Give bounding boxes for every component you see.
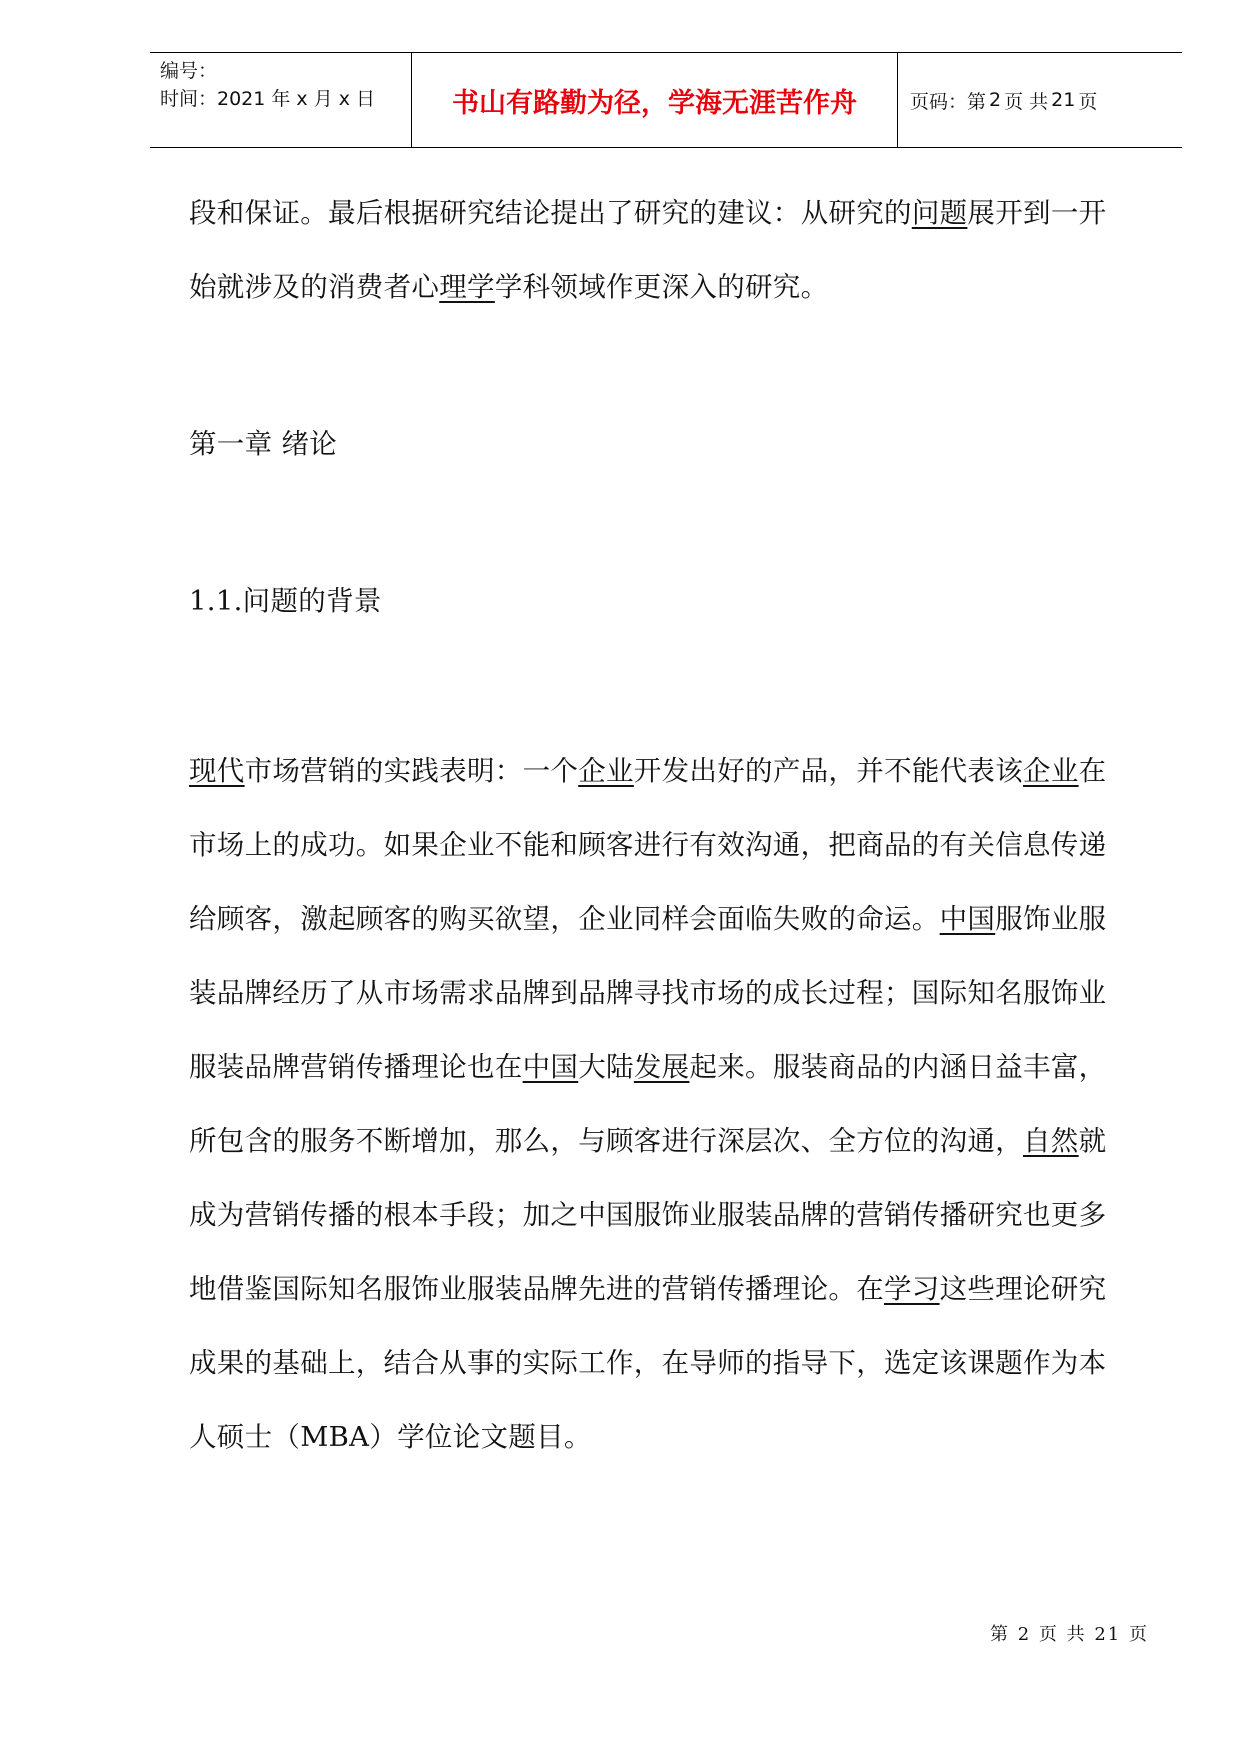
background-paragraph [189,734,1149,1474]
text-line [189,1104,1149,1178]
text-run: 在 [1078,755,1107,787]
page-prefix: 页码：第 [910,90,987,113]
text-run: 始就涉及的消费者心 [189,271,440,303]
underlined-term: 企业 [1023,755,1079,787]
text-line [189,1178,1149,1252]
section-title: 1.1.问题的背景 [189,585,382,617]
page-header [150,52,1182,148]
page-total: 21 [1051,89,1076,111]
page-current: 2 [989,89,1002,111]
text-run: 段和保证。最后根据研究结论提出了研究的建议：从研究的 [189,197,912,229]
chapter-title: 第一章 绪论 [189,428,338,460]
page-middle: 页 共 [1004,90,1049,113]
text-run: 开发出好的产品，并不能代表该 [633,755,1024,787]
text-line [189,956,1149,1030]
underlined-term: 理学 [439,271,495,303]
underlined-term: 中国 [522,1051,579,1083]
text-run: 就 [1078,1125,1107,1157]
text-run: 学科领域作更深入的研究。 [494,271,829,303]
text-run: 大陆 [578,1051,634,1083]
text-run: 装品牌经历了从市场需求品牌到品牌寻找市场的成长过程；国际知名服饰业 [189,977,1107,1009]
text-run: 成为营销传播的根本手段；加之中国服饰业服装品牌的营销传播研究也更多 [189,1199,1107,1231]
underlined-term: 中国 [939,903,996,935]
header-page-indicator [898,53,1182,147]
text-line [189,734,1149,808]
header-motto: 书山有路勤为径，学海无涯苦作舟 [412,53,898,147]
text-line [189,1030,1149,1104]
underlined-term: 自然 [1023,1125,1079,1157]
underlined-term: 发展 [633,1051,690,1083]
text-run: 市场上的成功。如果企业不能和顾客进行有效沟通，把商品的有关信息传递 [189,829,1107,861]
text-line [189,1400,1149,1474]
underlined-term: 现代 [189,755,245,787]
text-run: 服装品牌营销传播理论也在 [189,1051,523,1083]
text-run: 人硕士（MBA）学位论文题目。 [189,1421,592,1453]
text-line [189,250,1149,324]
text-run: 成果的基础上，结合从事的实际工作，在导师的指导下，选定该课题作为本 [189,1347,1107,1379]
text-line [189,1252,1149,1326]
text-line [189,808,1149,882]
header-meta [150,53,412,147]
text-run: 起来。服装商品的内涵日益丰富， [689,1051,1107,1083]
text-run: 市场营销的实践表明：一个 [244,755,579,787]
page-suffix: 页 [1078,90,1098,113]
text-run: 地借鉴国际知名服饰业服装品牌先进的营销传播理论。在 [189,1273,884,1305]
underlined-term: 企业 [578,755,634,787]
document-time-label: 时间：2021 年 x 月 x 日 [160,88,376,110]
text-run: 服饰业服 [995,903,1107,935]
text-run: 所包含的服务不断增加，那么，与顾客进行深层次、全方位的沟通， [189,1125,1023,1157]
document-number-label: 编号： [160,60,218,82]
text-run: 这些理论研究 [939,1273,1107,1305]
text-run: 给顾客，激起顾客的购买欲望，企业同样会面临失败的命运。 [189,903,940,935]
page-footer: 第 2 页 共 21 页 [990,1624,1149,1645]
text-line [189,1326,1149,1400]
text-line [189,882,1149,956]
underlined-term: 问题 [911,197,968,229]
text-run: 展开到一开 [967,197,1107,229]
intro-paragraph [189,176,1149,324]
underlined-term: 学习 [884,1273,940,1305]
text-line [189,176,1149,250]
document-body [189,176,1149,1474]
